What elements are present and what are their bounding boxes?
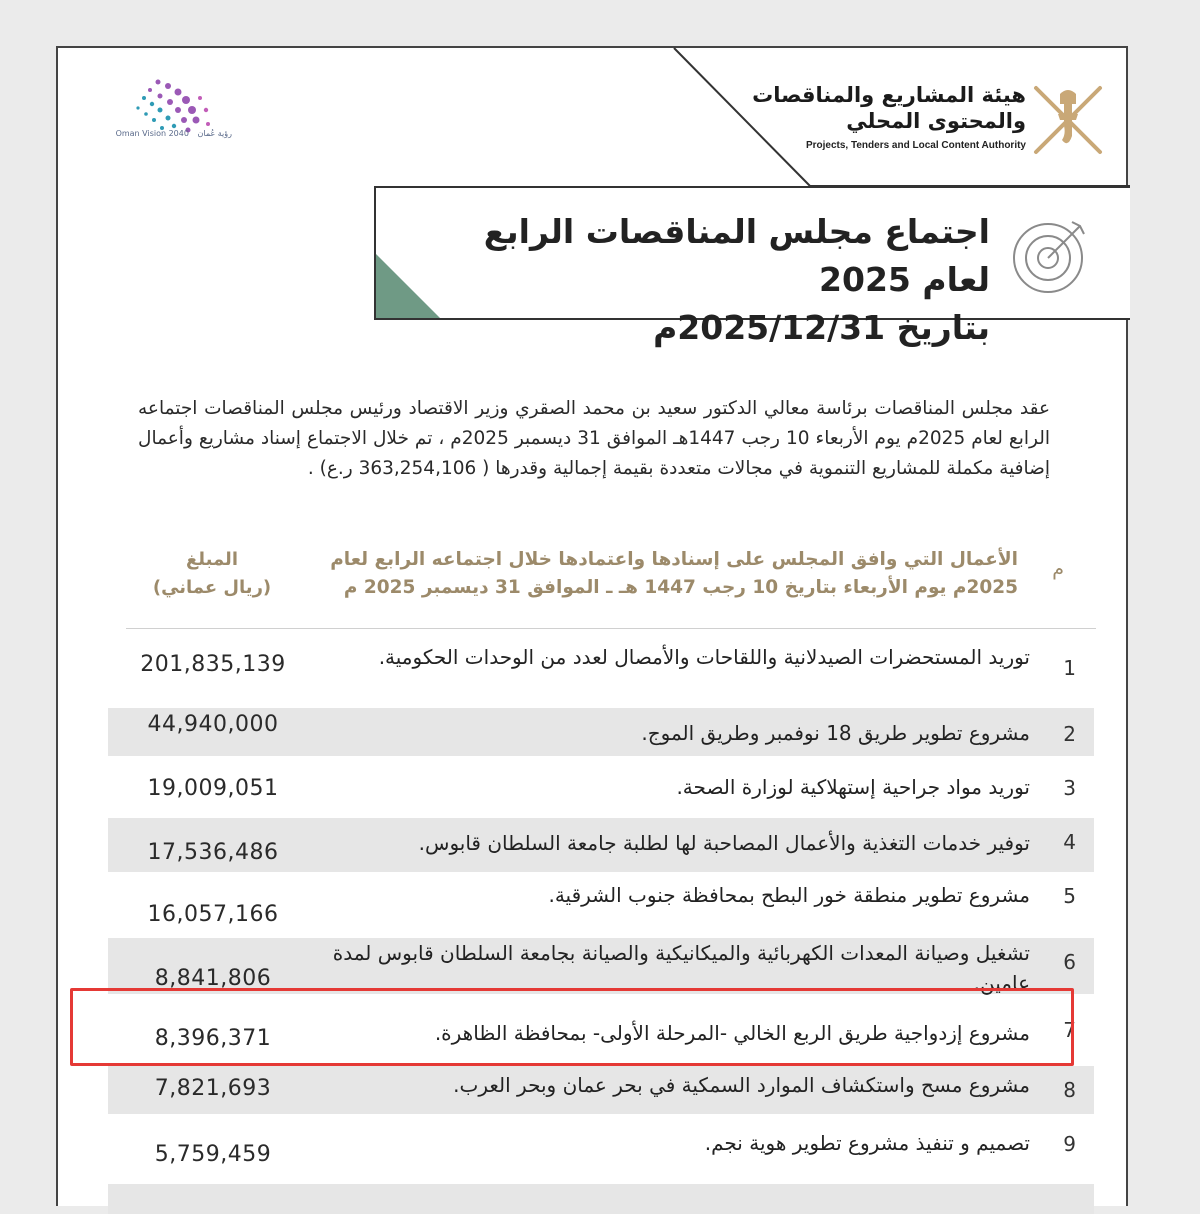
row-number: 9 xyxy=(1063,1132,1076,1156)
oman-emblem-icon xyxy=(1026,74,1110,162)
row-description: تصميم و تنفيذ مشروع تطوير هوية نجم. xyxy=(704,1131,1030,1155)
authority-name-ar-line2: والمحتوى المحلي xyxy=(846,109,1026,133)
title-box xyxy=(374,186,1130,347)
table-row-partial xyxy=(108,1184,1094,1214)
vision-sub-text: Oman Vision 2040 xyxy=(115,129,189,138)
row-number: 8 xyxy=(1063,1078,1076,1102)
table-header xyxy=(114,542,1074,610)
oman-vision-logo xyxy=(88,68,258,178)
row-number: 5 xyxy=(1063,884,1076,908)
table-row xyxy=(108,872,1094,938)
column-header-works-line1: الأعمال التي وافق المجلس على إسنادها واعتمادها خلال اجتماعه الرابع لعام xyxy=(330,549,1018,570)
vision-logo-text: رؤية عُمان xyxy=(197,129,232,138)
table-row xyxy=(108,756,1094,818)
row-number: 3 xyxy=(1063,776,1076,800)
title-line1: اجتماع مجلس المناقصات الرابع لعام 2025 xyxy=(483,212,990,299)
row-number: 6 xyxy=(1063,950,1076,974)
header-rule xyxy=(126,628,1096,629)
table-row xyxy=(108,818,1094,872)
row-number: 1 xyxy=(1063,656,1076,680)
page-title xyxy=(410,208,990,352)
row-description: مشروع تطوير منطقة خور البطح بمحافظة جنوب الشرقية. xyxy=(548,883,1030,907)
row-description: توريد المستحضرات الصيدلانية واللقاحات والأمصال لعدد من الوحدات الحكومية. xyxy=(378,645,1030,669)
authority-name-block xyxy=(752,82,1026,151)
row-amount: 8,841,806 xyxy=(154,966,272,991)
row-description: مشروع تطوير طريق 18 نوفمبر وطريق الموج. xyxy=(641,721,1030,745)
row-amount: 8,396,371 xyxy=(154,1026,272,1051)
row-amount: 16,057,166 xyxy=(147,902,279,927)
column-header-number: م xyxy=(1052,558,1064,580)
table-row-highlighted xyxy=(108,994,1094,1066)
table-row xyxy=(108,1114,1094,1184)
authority-name-en: Projects, Tenders and Local Content Authority xyxy=(805,140,1026,151)
row-description: مشروع إزدواجية طريق الربع الخالي -المرحلة الأولى- بمحافظة الظاهرة. xyxy=(434,1021,1030,1045)
table-row xyxy=(108,1066,1094,1114)
row-amount: 17,536,486 xyxy=(147,840,279,865)
authority-name-ar-line1: هيئة المشاريع والمناقصات xyxy=(752,83,1026,107)
row-number: 7 xyxy=(1063,1018,1076,1042)
row-number: 4 xyxy=(1063,830,1076,854)
row-amount: 44,940,000 xyxy=(147,712,279,737)
row-description: مشروع مسح واستكشاف الموارد السمكية في بحر عمان وبحر العرب. xyxy=(453,1073,1030,1097)
title-line2: بتاريخ 2025/12/31م xyxy=(653,308,990,347)
column-header-amount xyxy=(142,546,282,602)
row-number: 2 xyxy=(1063,722,1076,746)
table-row xyxy=(108,636,1094,708)
row-amount: 7,821,693 xyxy=(154,1076,272,1101)
row-description: تشغيل وصيانة المعدات الكهربائية والميكانيكية والصيانة بجامعة السلطان قابوس لمدة عامين. xyxy=(332,941,1030,995)
document-page xyxy=(56,46,1128,1206)
row-amount: 201,835,139 xyxy=(140,652,286,677)
row-amount: 19,009,051 xyxy=(147,776,279,801)
vision-caption xyxy=(92,128,232,139)
column-header-amount-line2: (ريال عماني) xyxy=(152,577,272,598)
intro-paragraph: عقد مجلس المناقصات برئاسة معالي الدكتور سعيد بن محمد الصقري وزير الاقتصاد ورئيس مجلس المناقصات اجتماعه الرابع لعام 2025م يوم الأربعاء 10 رجب 1447هـ الموافق 31 ديسمبر 2025م ، تم خلال الاجتماع إسناد مشاريع وأعمال إضافية مكملة للمشاريع التنموية في مجالات متعددة بقيمة إجمالية وقدرها ( 363,254,106 ر.ع) . xyxy=(138,398,1050,479)
row-description: توريد مواد جراحية إستهلاكية لوزارة الصحة. xyxy=(676,775,1030,799)
row-description: توفير خدمات التغذية والأعمال المصاحبة لها لطلبة جامعة السلطان قابوس. xyxy=(418,831,1030,855)
column-header-works-line2: 2025م يوم الأربعاء بتاريخ 10 رجب 1447 هـ ـ الموافق 31 ديسمبر 2025 م xyxy=(343,577,1018,598)
column-header-works xyxy=(278,546,1018,602)
table-row xyxy=(108,938,1094,994)
target-icon xyxy=(1010,212,1094,296)
table-row xyxy=(108,708,1094,756)
row-amount: 5,759,459 xyxy=(154,1142,272,1167)
column-header-amount-line1: المبلغ xyxy=(186,549,238,570)
